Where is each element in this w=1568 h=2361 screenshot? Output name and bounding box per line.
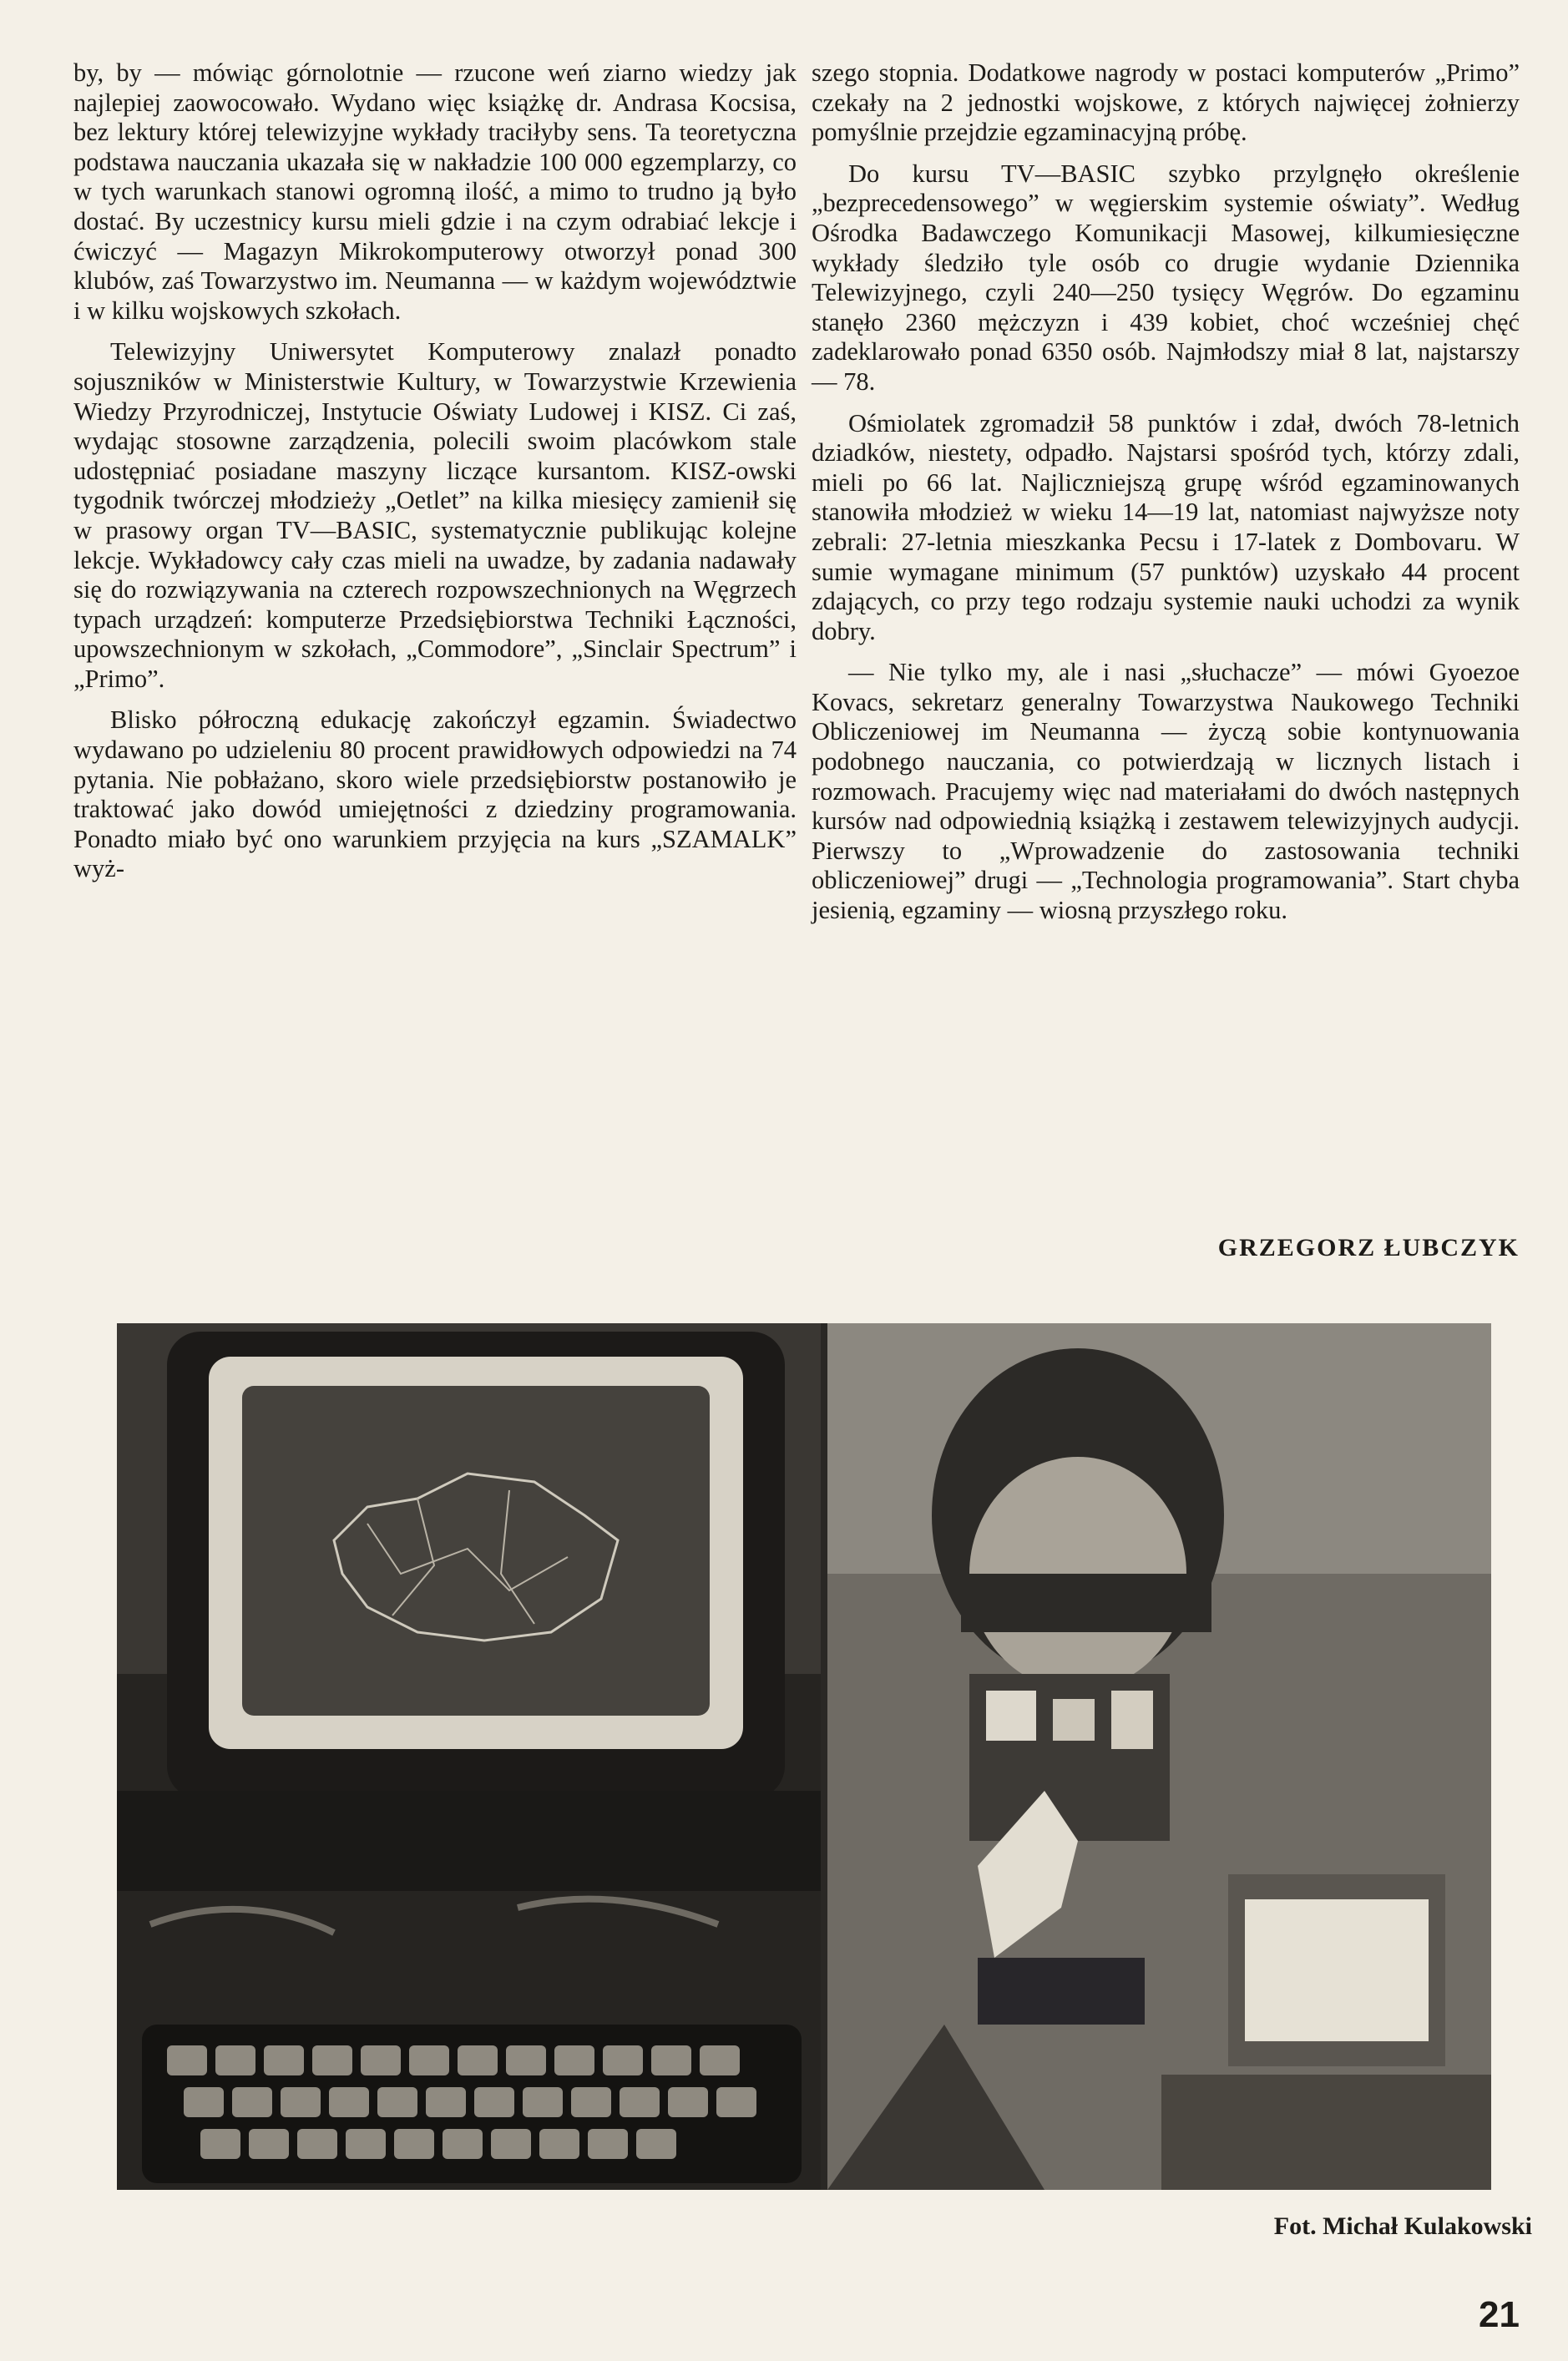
photo-strip — [117, 1323, 1491, 2190]
article-right-column — [812, 58, 1520, 938]
person-with-circuit-board-icon — [827, 1323, 1491, 2190]
paragraph-2: Telewizyjny Uniwersytet Komputerowy znalazł ponadto sojuszników w Ministerstwie Kultury, w Towarzystwie Krzewienia Wiedzy Przyrodniczej, Instytucie Oświaty Ludowej i KISZ. Ci zaś, wydając stosowne zarządzenia, polecili swoim placówkom stale udostępniać posiadane maszyny liczące kursantom. KISZ-owski tygodnik twórczej młodzieży „Oetlet” na kilka miesięcy zamienił się w prasowy organ TV—BASIC, systematycznie publikując kolejne lekcje. Wykładowcy cały czas mieli na uwadze, by zadania nadawały się do rozwiązywania na czterech rozpowszechnionych na Węgrzech typach urządzeń: komputerze Przedsiębiorstwa Techniki Łączności, upowszechnionym w szkołach, „Commodore”, „Sinclair Spectrum” i „Primo”. — [73, 337, 797, 693]
person-circuit-photo — [827, 1323, 1491, 2190]
author-byline: GRZEGORZ ŁUBCZYK — [1217, 1234, 1520, 1261]
article-left-column — [73, 58, 797, 896]
computer-monitor-photo — [117, 1323, 821, 2190]
paragraph-1: by, by — mówiąc górnolotnie — rzucone weń ziarno wiedzy jak najlepiej zaowocowało. Wydano więc książkę dr. Andrasa Kocsisa, bez lektury której telewizyjne wykłady traciłyby sens. Ta teoretyczna podstawa nauczania ukazała się w nakładzie 100 000 egzemplarzy, co w tych warunkach stanowi ogromną ilość, a mimo to trudno ją było dostać. By uczestnicy kursu mieli gdzie i na czym odrabiać lekcje i ćwiczyć — Magazyn Mikrokomputerowy otworzył ponad 300 klubów, zaś Towarzystwo im. Neumanna — w każdym województwie i w kilku wojskowych szkołach. — [73, 58, 797, 325]
paragraph-5: Do kursu TV—BASIC szybko przylgnęło określenie „bezprecedensowego” w węgierskim systemie oświaty”. Według Ośrodka Badawczego Komunikacji Masowej, kilkumiesięczne wykłady śledziło tyle osób co drugie wydanie Dziennika Telewizyjnego, czyli 240—250 tysięcy Węgrów. Do egzaminu stanęło 2360 mężczyzn i 439 kobiet, choć wcześniej chęć zadeklarowało ponad 6350 osób. Najmłodszy miał 8 lat, najstarszy — 78. — [812, 159, 1520, 396]
paragraph-7: — Nie tylko my, ale i nasi „słuchacze” — mówi Gyoezoe Kovacs, sekretarz generalny Towarzystwa Naukowego Techniki Obliczeniowej im Neumanna — życzą sobie kontynuowania podobnego nauczania, co potwierdzają w licznych listach i rozmowach. Pracujemy więc nad materiałami do dwóch następnych kursów nad odpowiednią książką i zestawem telewizyjnych audycji. Pierwszy to „Wprowadzenie do zastosowania techniki obliczeniowej” drugi — „Technologia programowania”. Start chyba jesienią, egzaminy — wiosną przyszłego roku. — [812, 658, 1520, 925]
paragraph-6: Ośmiolatek zgromadził 58 punktów i zdał, dwóch 78-letnich dziadków, niestety, odpadło. Najstarsi spośród tych, którzy zdali, mieli po 66 lat. Najliczniejszą grupę wśród egzaminowanych stanowiła młodzież w wieku 14—19 lat, natomiast najwyższe noty zebrali: 27-letnia mieszkanka Pecsu i 17-latek z Dombovaru. W sumie wymagane minimum (57 punktów) uzyskało 44 procent zdających, co przy tego rodzaju systemie nauki uchodzi za wynik dobry. — [812, 408, 1520, 645]
computer-monitor-map-icon — [117, 1323, 821, 2190]
page-number: 21 — [1479, 2294, 1520, 2335]
paragraph-3: Blisko półroczną edukację zakończył egzamin. Świadectwo wydawano po udzieleniu 80 procent prawidłowych odpowiedzi na 74 pytania. Nie pobłażano, skoro wiele przedsiębiorstw postanowiło je traktować jako dowód umiejętności z dziedziny programowania. Ponadto miało być ono warunkiem przyjęcia na kurs „SZAMALK” wyż- — [73, 705, 797, 883]
paragraph-4: szego stopnia. Dodatkowe nagrody w postaci komputerów „Primo” czekały na 2 jednostki wojskowe, z których najwięcej żołnierzy pomyślnie przejdzie egzaminacyjną próbę. — [812, 58, 1520, 147]
photo-credit: Fot. Michał Kulakowski — [1273, 2212, 1532, 2240]
